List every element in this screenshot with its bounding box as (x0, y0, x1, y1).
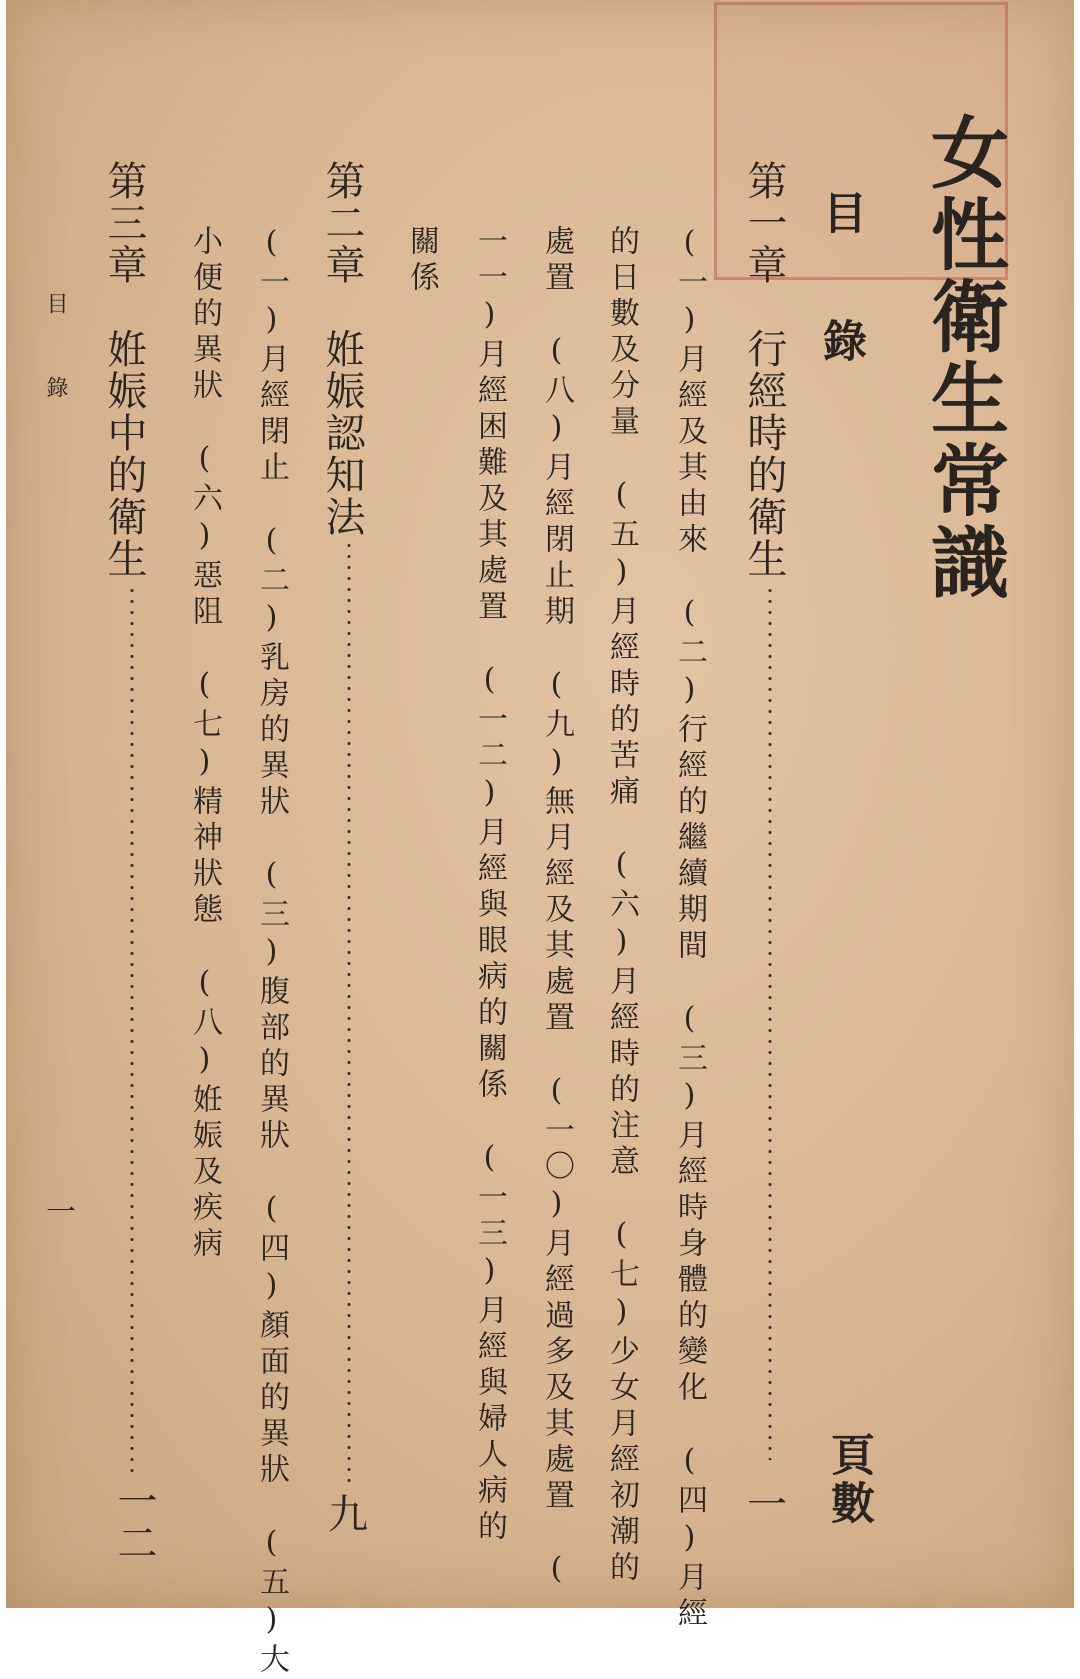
chapter-1-line-3: 處置 (八)月經閉止期 (九)無月經及其處置 (一〇)月經過多及其處置 ( (539, 225, 574, 1592)
chapter-3-leader (130, 585, 134, 1480)
running-header-label: 目 錄 (43, 292, 68, 418)
chapter-3-title: 第三章 姙娠中的衛生 (101, 160, 147, 580)
chapter-1-line-5: 關係 (404, 225, 439, 297)
page-column-heading: 頁數 (823, 1432, 874, 1528)
toc-heading: 目 錄 (815, 190, 866, 382)
chapter-1-line-2: 的日數及分量 (五)月經時的苦痛 (六)月經時的注意 (七)少女月經初潮的 (604, 225, 639, 1587)
folio-number: 一 (46, 1195, 78, 1230)
chapter-1-title: 第一章 行經時的衛生 (741, 160, 787, 580)
chapter-1-line-1: (一)月經及其由來 (二)行經的繼續期間 (三)月經時身體的變化 (四)月經 (672, 225, 707, 1633)
chapter-2-line-1: (一)月經閉止 (二)乳房的異狀 (三)腹部的異狀 (四)顏面的異狀 (五)大 (254, 225, 289, 1679)
chapter-2-line-2: 小便的異狀 (六)惡阻 (七)精神狀態 (八)姙娠及疾病 (187, 225, 222, 1263)
chapter-1-line-4: 一一)月經困難及其處置 (一二)月經與眼病的關係 (一三)月經與婦人病的 (472, 225, 507, 1546)
chapter-2-title: 第二章 姙娠認知法 (319, 160, 365, 538)
chapter-1-page: 一 (747, 1482, 789, 1528)
chapter-2-leader (347, 540, 351, 1485)
book-title: 女性衛生常識 (918, 112, 1009, 604)
chapter-2-page: 九 (328, 1492, 370, 1538)
chapter-3-page: 一二 (111, 1480, 157, 1564)
chapter-1-leader (768, 585, 772, 1460)
book-page (6, 0, 1074, 1679)
